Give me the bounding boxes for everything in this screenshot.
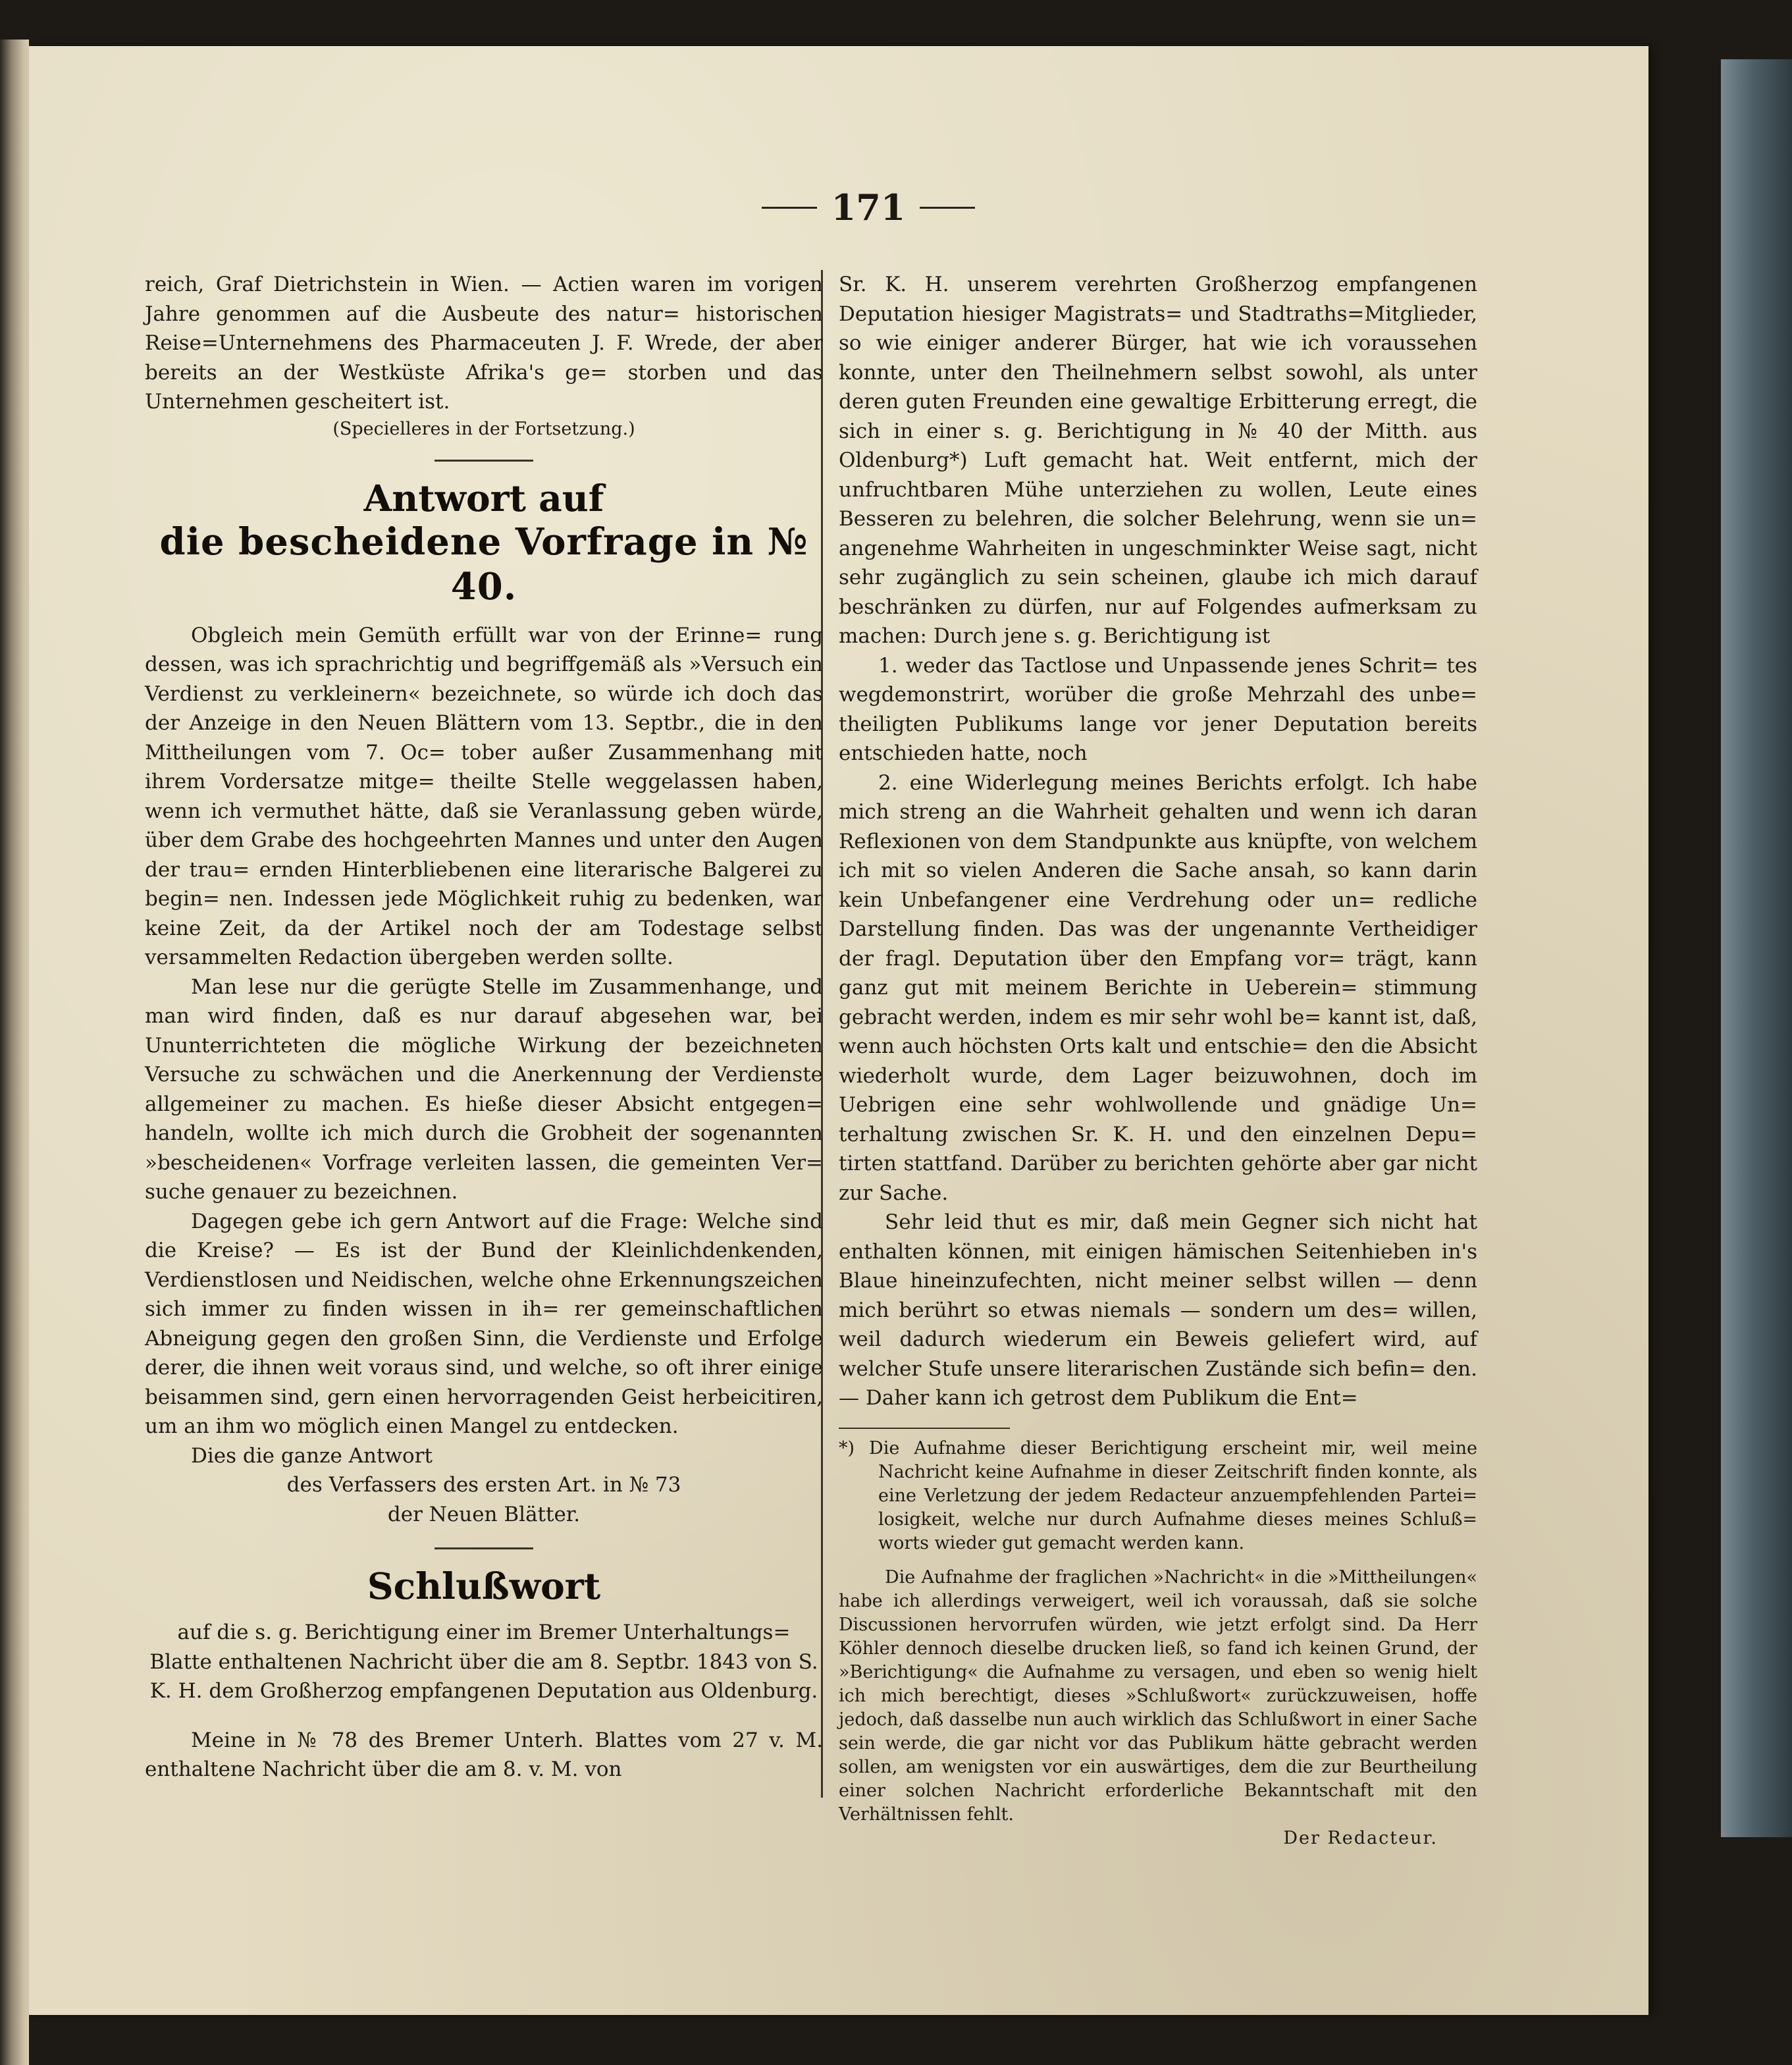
- list-item-2: 2. eine Widerlegung meines Berichts erfolgt. Ich habe mich streng an die Wahrheit gehalten und wenn ich daran Reflexionen von dem Standpunkte aus knüpfte, von welchem ich mit so vielen Anderen die Sache ansah, so kann darin kein Unbefangener eine Verdrehung oder un= redliche Darstellung finden. Das was der ungenannte Vertheidiger der fragl. Deputation über den Empfang vor= trägt, kann ganz gut mit meinem Berichte in Ueberein= stimmung gebracht werden, indem es mir sehr wohl be= kannt ist, daß, wenn auch höchsten Orts kalt und entschie= den die Absicht wiederholt wurde, dem Lager beizuwohnen, doch im Uebrigen eine sehr wohlwollende und gnädige Un= terhaltung zwischen Sr. K. H. und den einzelnen Depu= tirten stattfand. Darüber zu berichten gehörte aber gar nicht zur Sache.: [839, 770, 1477, 1205]
- left-column: [145, 270, 823, 1784]
- page-number: 171: [831, 186, 906, 228]
- list-item-1: 1. weder das Tactlose und Unpassende jenes Schrit= tes wegdemonstrirt, worüber die große Mehrzahl des unbe= theiligten Publikums lange vor jener Deputation bereits entschieden hatte, noch: [839, 653, 1477, 765]
- article-paragraph-1: Obgleich mein Gemüth erfüllt war von der Erinne= rung dessen, was ich sprachrichtig und begriffgemäß als »Versuch ein Verdienst zu verkleinern« bezeichnete, so würde ich doch das der Anzeige in den Neuen Blättern vom 13. Septbr., die in den Mittheilungen vom 7. Oc= tober außer Zusammenhang mit ihrem Vordersatze mitge= theilte Stelle weggelassen haben, wenn ich vermuthet hätte, daß sie Veranlassung geben würde, über dem Grabe des hochgeehrten Mannes und unter den Augen der trau= ernden Hinterbliebenen eine literarische Balgerei zu begin= nen. Indessen jede Möglichkeit ruhig zu bedenken, war keine Zeit, da der Artikel noch der am Todestage selbst versammelten Redaction übergeben werden sollte.: [145, 623, 823, 969]
- footnote-1: *) Die Aufnahme dieser Berichtigung erscheint mir, weil meine Nachricht keine Aufnahme in dieser Zeitschrift finden konnte, als eine Verletzung der jedem Redacteur anzuempfehlenden Partei= losigkeit, welche nur durch Aufnahme dieses meines Schluß= worts wieder gut gemacht werden kann.: [839, 1437, 1477, 1553]
- page-header: [760, 178, 977, 237]
- closing-subtitle: auf die s. g. Berichtigung einer im Bremer Unterhaltungs= Blatte enthaltenen Nachricht über die am 8. Septbr. 1843 von S. K. H. dem Großherzog empfangenen Deputation aus Oldenburg.: [149, 1621, 818, 1703]
- article-title-line2: die bescheidene Vorfrage in № 40.: [159, 520, 808, 608]
- book-gutter: [0, 40, 29, 2065]
- continuation-note: (Specielleres in der Fortsetzung.): [332, 418, 635, 439]
- section-divider: [435, 460, 533, 462]
- article-title-line1: Antwort auf: [363, 476, 604, 520]
- article-paragraph-2: Man lese nur die gerügte Stelle im Zusammenhange, und man wird finden, daß es nur darauf abgesehen war, bei Ununterrichteten die mögliche Wirkung der bezeichneten Versuche zu schwächen und die Anerkennung der Verdienste allgemeiner zu machen. Es hieße dieser Absicht entgegen= handeln, wollte ich mich durch die Grobheit der sogenannten »bescheidenen« Vorfrage verleiten lassen, die gemeinten Ver= suche genauer zu bezeichnen.: [145, 975, 823, 1204]
- closing-title: Schlußwort: [367, 1565, 601, 1607]
- editor-note: Die Aufnahme der fraglichen »Nachricht« in die »Mittheilungen« habe ich allerdings verweigert, weil ich voraussah, daß sie solche Discussionen hervorrufen würden, wie jetzt erfolgt sind. Da Herr Köhler dennoch dieselbe drucken ließ, so fand ich keinen Grund, der »Berichtigung« die Aufnahme zu versagen, und eben so wenig hielt ich mich berechtigt, dieses »Schlußwort« zurückzuweisen, hoffe jedoch, daß dasselbe nun auch wirklich das Schlußwort in einer Sache sein werde, die gar nicht vor das Publikum hätte gebracht werden sollen, am wenigsten vor ein auswärtiges, dem die zur Beurtheilung einer solchen Nachricht erforderliche Bekanntschaft mit den Verhältnissen fehlt.: [839, 1567, 1477, 1825]
- section-divider-2: [435, 1547, 533, 1549]
- right-column: [839, 270, 1477, 1850]
- closing-paragraph-1: Meine in № 78 des Bremer Unterh. Blattes vom 27 v. M. enthaltene Nachricht über die am 8. v. M. von: [145, 1728, 823, 1781]
- book-cover-edge: [1721, 59, 1792, 1837]
- closing-paragraph-1-cont: Sr. K. H. unserem verehrten Großherzog empfangenen Deputation hiesiger Magistrats= und Stadtraths=Mitglieder, so wie einiger anderer Bürger, hat wie ich voraussehen konnte, unter den Theilnehmern selbst sowohl, als unter deren guten Freunden eine gewaltige Erbitterung erregt, die sich in einer s. g. Berichtigung in № 40 der Mitth. aus Oldenburg*) Luft gemacht hat. Weit entfernt, mich der unfruchtbaren Mühe unterziehen zu wollen, Leute eines Besseren zu belehren, die solcher Belehrung, wenn sie un= angenehme Wahrheiten in ungeschminkter Weise sagt, nicht sehr zugänglich zu sein scheinen, glaube ich mich darauf beschränken zu dürfen, nur auf Folgendes aufmerksam zu machen: Durch jene s. g. Berichtigung ist: [839, 273, 1477, 648]
- article-paragraph-4: Dies die ganze Antwort: [191, 1443, 433, 1468]
- editor-signature: Der Redacteur.: [1283, 1827, 1438, 1848]
- article-paragraph-3: Dagegen gebe ich gern Antwort auf die Frage: Welche sind die Kreise? — Es ist der Bund der Kleinlichdenkenden, Verdienstlosen und Neidischen, welche ohne Erkennungszeichen sich immer zu finden wissen in ih= rer gemeinschaftlichen Abneigung gegen den großen Sinn, die Verdienste und Erfolge derer, die ihnen weit voraus sind, und welche, so oft ihrer einige beisammen sind, gern einen hervorragenden Geist herbeicitiren, um an ihm wo möglich einen Mangel zu entdecken.: [145, 1209, 823, 1438]
- article-signature-line1: des Verfassers des ersten Art. in № 73: [286, 1473, 681, 1497]
- header-dash-left: [762, 207, 817, 209]
- header-dash-right: [920, 207, 975, 209]
- closing-paragraph-2: Sehr leid thut es mir, daß mein Gegner sich nicht hat enthalten können, mit einigen hämischen Seitenhieben in's Blaue hineinzufechten, nicht meiner selbst willen — denn mich berührt so etwas niemals — sondern um des= willen, weil dadurch wiederum ein Beweis geliefert wird, auf welcher Stufe unsere literarischen Zustände sich befin= den. — Daher kann ich getrost dem Publikum die Ent=: [839, 1210, 1477, 1410]
- continued-paragraph: reich, Graf Dietrichstein in Wien. — Actien waren im vorigen Jahre genommen auf die Ausbeute des natur= historischen Reise=Unternehmens des Pharmaceuten J. F. Wrede, der aber bereits an der Westküste Afrika's ge= storben und das Unternehmen gescheitert ist.: [145, 273, 823, 414]
- article-signature-line2: der Neuen Blätter.: [387, 1502, 581, 1526]
- book-page: [29, 46, 1648, 2015]
- footnote-rule: [839, 1428, 1010, 1429]
